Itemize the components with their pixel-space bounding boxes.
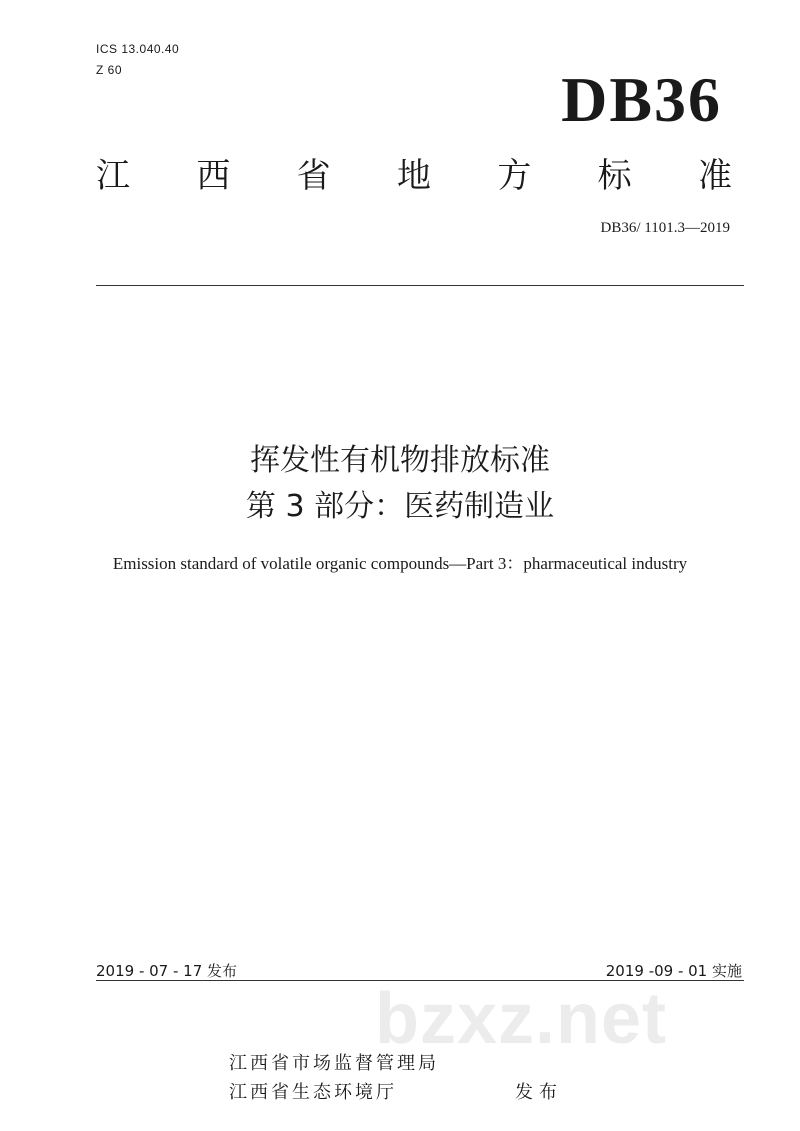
publish-date: 2019 - 07 - 17 发布 xyxy=(96,962,238,980)
document-title-cn xyxy=(0,438,800,530)
ics-code: ICS 13.040.40 xyxy=(96,42,180,56)
standard-type-char: 西 xyxy=(196,156,231,196)
issuer-ecology-environment: 江西省生态环境厅 xyxy=(229,1082,397,1103)
standard-type xyxy=(96,158,732,195)
document-title-en: Emission standard of volatile organic compounds—Part 3：pharmaceutical industry xyxy=(112,554,688,573)
top-divider xyxy=(96,285,744,286)
standard-type-char: 地 xyxy=(396,156,431,196)
bottom-divider xyxy=(96,980,744,981)
standard-type-char: 江 xyxy=(96,156,130,196)
watermark: bzxz.net xyxy=(375,979,668,1059)
title-line-2: 第 3 部分：医药制造业 xyxy=(245,489,555,524)
standard-number: DB36/ 1101.3—2019 xyxy=(600,220,730,236)
standard-type-char: 方 xyxy=(497,156,532,196)
implement-date: 2019 -09 - 01 实施 xyxy=(605,962,742,980)
standard-type-char: 标 xyxy=(597,156,632,196)
classification-code: Z 60 xyxy=(96,63,123,77)
issuer-market-supervision: 江西省市场监督管理局 xyxy=(229,1053,439,1074)
standard-type-char: 准 xyxy=(697,156,732,196)
issue-label: 发布 xyxy=(515,1082,563,1103)
db-logo: DB36 xyxy=(561,64,722,135)
standard-type-char: 省 xyxy=(296,156,331,196)
title-line-1: 挥发性有机物排放标准 xyxy=(250,443,550,478)
